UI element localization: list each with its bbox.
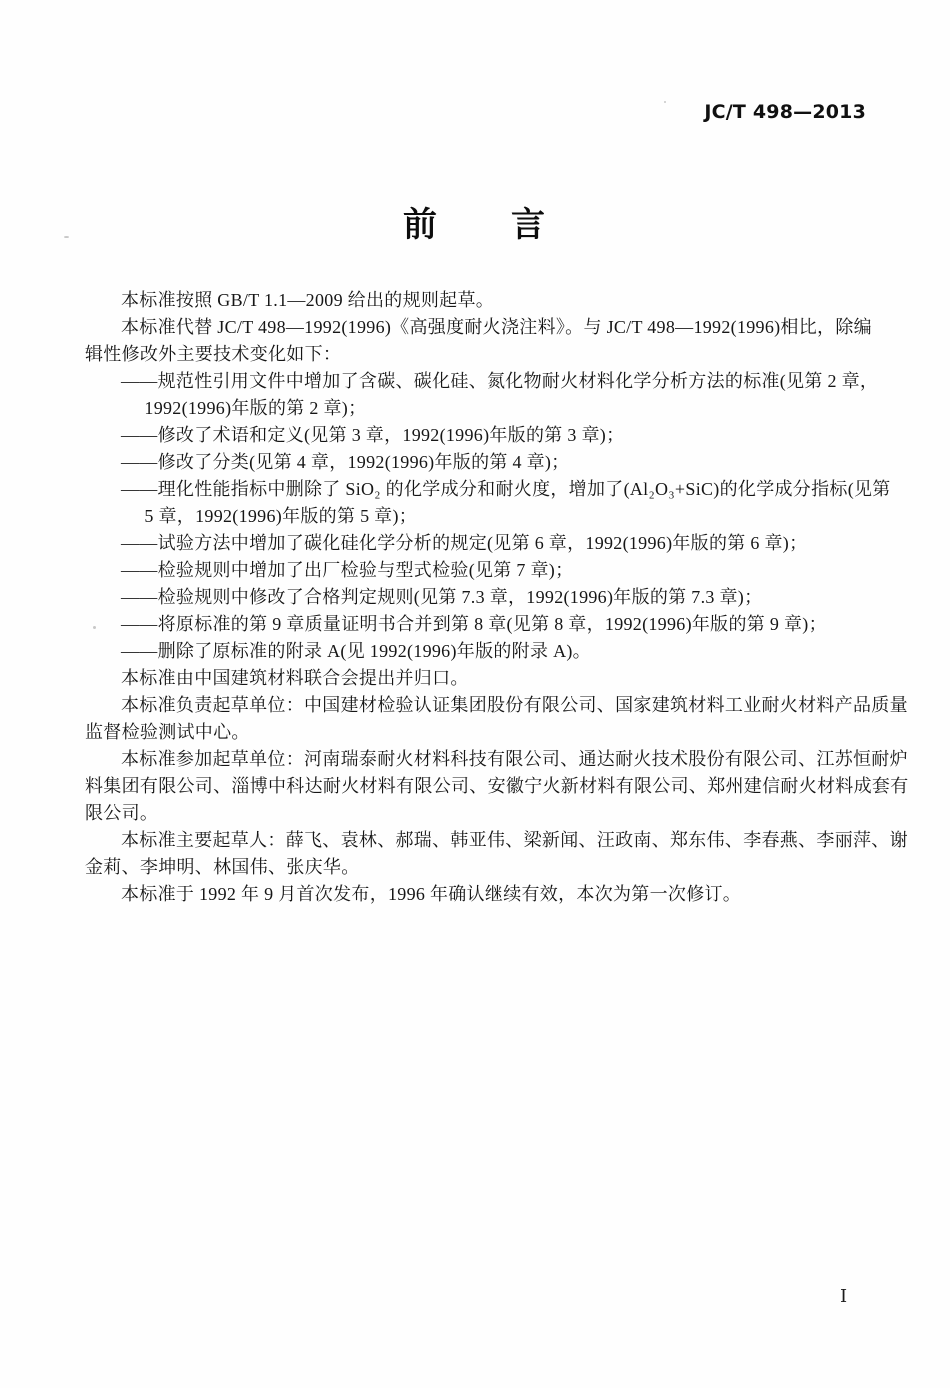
scan-artifact [64, 236, 69, 238]
body-line: ——理化性能指标中删除了 SiO₂ 的化学成分和耐火度，增加了(Al₂O₃+SiC)的化学成分指标(见第 [121, 479, 891, 499]
body-line: ——检验规则中修改了合格判定规则(见第 7.3 章，1992(1996)年版的第 7.3 章)； [121, 587, 763, 607]
body-line: 本标准于 1992 年 9 月首次发布，1996 年确认继续有效，本次为第一次修订。 [121, 884, 742, 904]
foreword-body [85, 287, 909, 908]
body-line: ——将原标准的第 9 章质量证明书合并到第 8 章(见第 8 章，1992(1996)年版的第 9 章)； [121, 614, 827, 634]
body-line: 本标准由中国建筑材料联合会提出并归口。 [121, 668, 469, 688]
body-line: 限公司。 [85, 803, 159, 823]
body-line: 1992(1996)年版的第 2 章)； [144, 398, 367, 418]
standard-number: JC/T 498—2013 [704, 101, 866, 123]
body-line: ——修改了分类(见第 4 章，1992(1996)年版的第 4 章)； [121, 452, 570, 472]
body-line: 辑性修改外主要技术变化如下： [85, 344, 342, 364]
body-line: 本标准代替 JC/T 498—1992(1996)《高强度耐火浇注料》。与 JC/T 498—1992(1996)相比，除编 [121, 317, 872, 337]
body-line: 本标准按照 GB/T 1.1—2009 给出的规则起草。 [121, 290, 495, 310]
body-line: ——检验规则中增加了出厂检验与型式检验(见第 7 章)； [121, 560, 574, 580]
body-line: 5 章，1992(1996)年版的第 5 章)； [144, 506, 418, 526]
body-line: ——试验方法中增加了碳化硅化学分析的规定(见第 6 章，1992(1996)年版的第 6 章)； [121, 533, 808, 553]
body-line: ——规范性引用文件中增加了含碳、碳化硅、氮化物耐火材料化学分析方法的标准(见第 2 章， [121, 371, 879, 391]
body-line: ——修改了术语和定义(见第 3 章，1992(1996)年版的第 3 章)； [121, 425, 625, 445]
body-line: 本标准负责起草单位：中国建材检验认证集团股份有限公司、国家建筑材料工业耐火材料产品质量 [121, 695, 908, 715]
body-line: 本标准主要起草人：薛飞、袁林、郝瑞、韩亚伟、梁新闻、汪政南、郑东伟、李春燕、李丽萍、谢 [121, 830, 908, 850]
body-line: ——删除了原标准的附录 A(见 1992(1996)年版的附录 A)。 [121, 641, 591, 661]
page-number: Ⅰ [840, 1286, 848, 1306]
body-line: 金莉、李坤明、林国伟、张庆华。 [85, 857, 360, 877]
scan-artifact [664, 101, 666, 103]
page-title: 前 言 [403, 205, 547, 245]
body-line: 料集团有限公司、淄博中科达耐火材料有限公司、安徽宁火新材料有限公司、郑州建信耐火材料成套有 [85, 776, 909, 796]
body-line: 本标准参加起草单位：河南瑞泰耐火材料科技有限公司、通达耐火技术股份有限公司、江苏恒耐炉 [121, 749, 908, 769]
scan-artifact [93, 626, 96, 629]
body-line: 监督检验测试中心。 [85, 722, 250, 742]
